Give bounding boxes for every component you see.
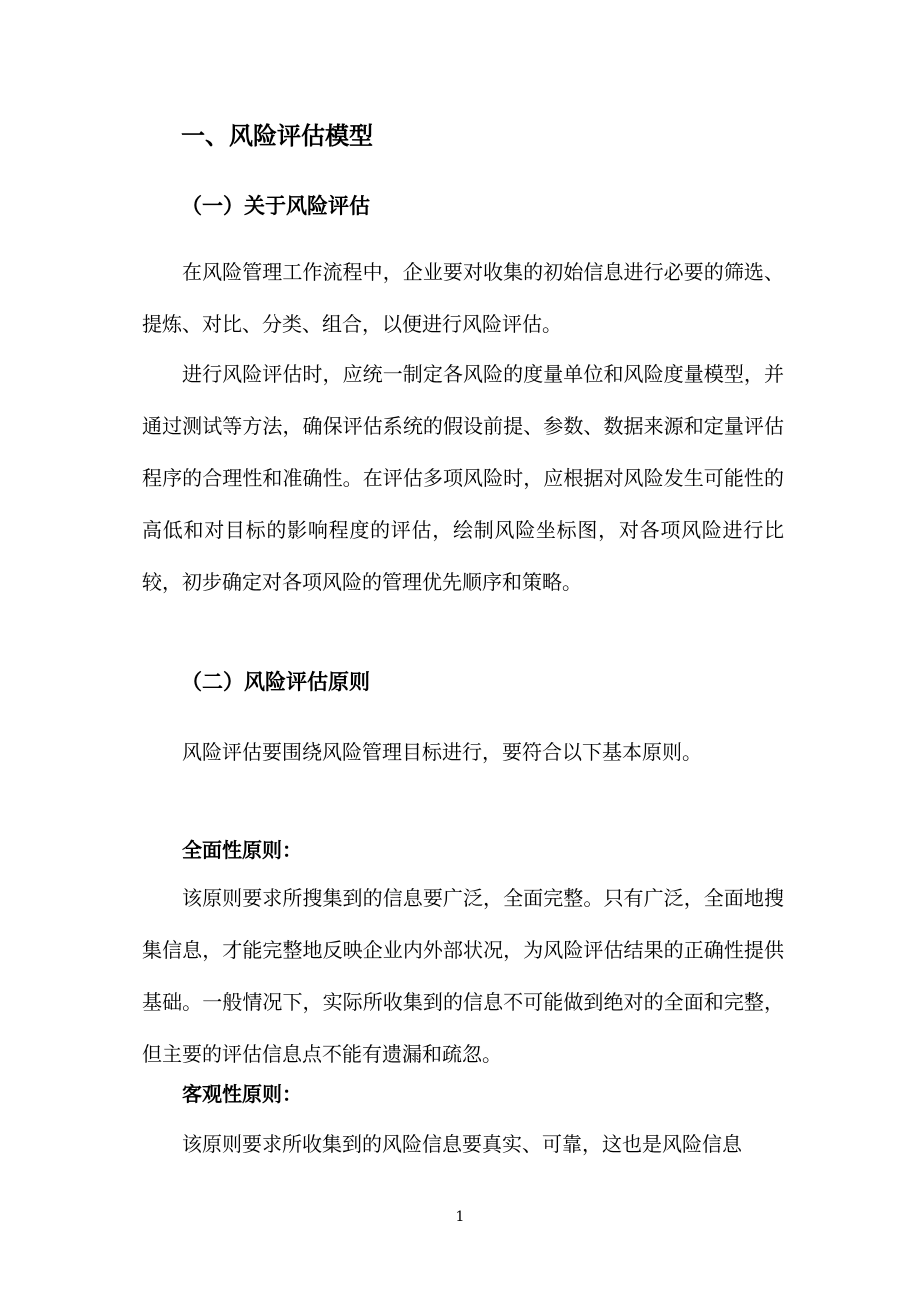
page-number: 1 — [455, 1209, 465, 1225]
section-heading-1: （一）关于风险评估 — [181, 194, 370, 218]
main-heading: 一、风险评估模型 — [181, 122, 373, 150]
section-heading-2: （二）风险评估原则 — [181, 670, 370, 694]
paragraph-intro: 风险评估要围绕风险管理目标进行，要符合以下基本原则。 — [182, 740, 702, 764]
principle-text-objective: 该原则要求所收集到的风险信息要真实、可靠，这也是风险信息 — [182, 1132, 742, 1156]
principle-label-comprehensive: 全面性原则： — [182, 838, 302, 862]
paragraph-1: 在风险管理工作流程中，企业要对收集的初始信息进行必要的筛选、提炼、对比、分类、组合，以便进行风险评估。 — [142, 260, 784, 336]
paragraph-2: 进行风险评估时，应统一制定各风险的度量单位和风险度量模型，并通过测试等方法，确保评估系统的假设前提、参数、数据来源和定量评估程序的合理性和准确性。在评估多项风险时，应根据对风险发生可能性的高低和对目标的影响程度的评估，绘制风险坐标图，对各项风险进行比较，初步确定对各项风险的管理优先顺序和策略。 — [142, 362, 784, 594]
principle-label-objective: 客观性原则： — [182, 1082, 302, 1106]
principle-text-comprehensive: 该原则要求所搜集到的信息要广泛，全面完整。只有广泛，全面地搜集信息，才能完整地反映企业内外部状况，为风险评估结果的正确性提供基础。一般情况下，实际所收集到的信息不可能做到绝对的全面和完整，但主要的评估信息点不能有遗漏和疏忽。 — [142, 886, 784, 1066]
